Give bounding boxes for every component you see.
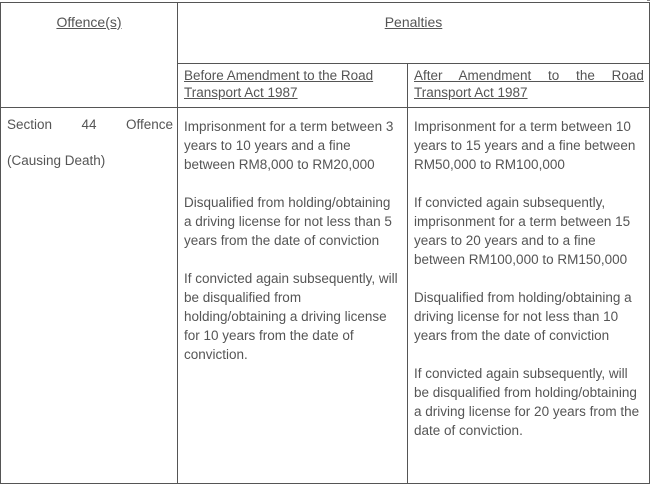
offence-header-cell xyxy=(1,3,178,108)
after-amendment-header xyxy=(408,64,650,108)
before-amendment-header xyxy=(178,64,408,108)
penalties-table xyxy=(0,2,650,484)
after-penalty-4: If convicted again subsequently, will be disqualified from holding/obtaining a driving license for 20 years from the date of conviction. xyxy=(414,366,640,438)
after-header-line2: Transport Act 1987 xyxy=(414,85,528,100)
before-penalty-2: Disqualified from holding/obtaining a driving license for not less than 5 years from the date of conviction xyxy=(184,195,392,248)
offence-word: Offence xyxy=(125,117,173,132)
before-penalty-1: Imprisonment for a term between 3 years to 10 years and a fine between RM8,000 to RM20,000 xyxy=(184,119,394,172)
after-header-line1 xyxy=(414,67,645,84)
before-header-line1: Before Amendment to the Road xyxy=(184,68,374,83)
after-header-text: After Amendment to the Road xyxy=(414,68,644,83)
offence-section-word: Section xyxy=(7,117,53,132)
offence-section-number: 44 xyxy=(81,117,97,132)
offence-subtitle: (Causing Death) xyxy=(7,153,106,168)
after-penalties-cell xyxy=(408,108,650,484)
after-penalty-3: Disqualified from holding/obtaining a driving license for not less than 10 years from the date of conviction xyxy=(414,290,632,343)
offence-header: Offence(s) xyxy=(56,14,122,30)
offence-cell xyxy=(1,108,178,484)
after-penalty-1: Imprisonment for a term between 10 years to 15 years and a fine between RM50,000 to RM100,000 xyxy=(414,119,636,172)
penalties-header-cell xyxy=(178,3,650,64)
header-row xyxy=(1,3,650,64)
penalties-header: Penalties xyxy=(384,14,443,30)
before-header-line2: Transport Act 1987 xyxy=(184,85,298,100)
offence-row xyxy=(1,108,650,484)
before-penalties-cell xyxy=(178,108,408,484)
after-penalty-2: If convicted again subsequently, imprisonment for a term between 15 years to 20 years and to a fine between RM100,000 to RM150,000 xyxy=(414,195,631,267)
offence-title xyxy=(7,116,173,134)
before-penalty-3: If convicted again subsequently, will be disqualified from holding/obtaining a driving license for 10 years from the date of conviction. xyxy=(184,271,398,362)
